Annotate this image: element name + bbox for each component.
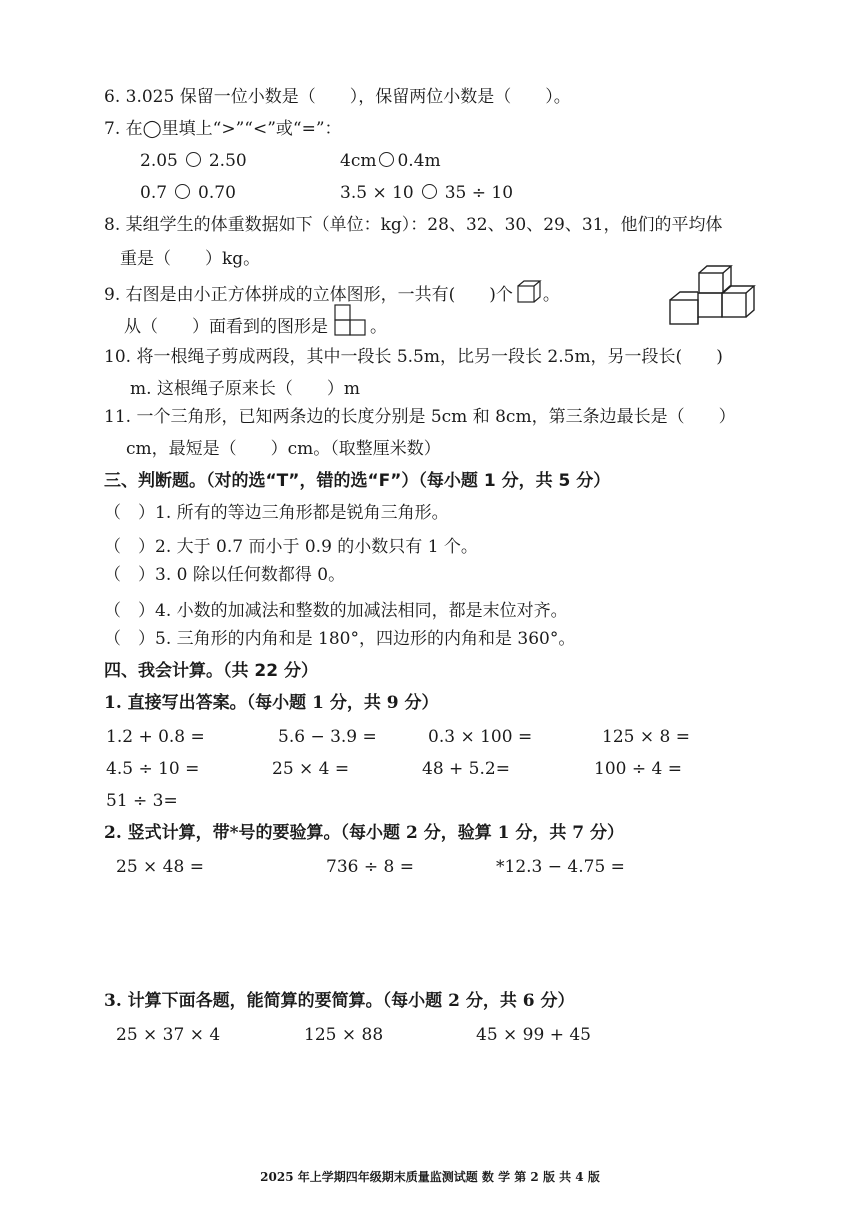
calc-item: 25 × 4 = [272,759,350,779]
unit-cube-icon [513,282,543,304]
compare-item-4 [340,182,513,204]
question-7-prompt: 7. 在◯里填上“>”“<”或“=”： [104,119,342,139]
question-10-line2: m. 这根绳子原来长（ ）m [130,379,361,399]
part-1-title [104,692,439,714]
part-3-title [104,990,575,1012]
section-4-title: 四、我会计算。（共 22 分） [104,661,318,681]
page-footer: 2025 年上学期四年级期末质量监测试题 数 学 第 2 版 共 4 版 [260,1170,600,1184]
compare-circle[interactable] [186,152,201,167]
compare-right: 35 ÷ 10 [444,183,514,203]
simplify-calc-item: 45 × 99 + 45 [476,1025,591,1045]
compare-circle[interactable] [175,184,190,199]
calc-item: 0.3 × 100 = [428,727,533,747]
judge-item-1: （ ）1. 所有的等边三角形都是锐角三角形。 [104,503,449,523]
section-3-title: 三、判断题。（对的选“T”，错的选“F”）（每小题 1 分，共 5 分） [104,471,611,491]
question-9-text-b: 。 [542,285,560,305]
compare-left: 0.7 [140,183,168,203]
judge-item-3: （ ）3. 0 除以任何数都得 0。 [104,565,346,585]
part-2-title [104,822,624,844]
calc-item: 5.6 − 3.9 = [278,727,377,747]
compare-circle[interactable] [422,184,437,199]
compare-circle[interactable] [379,152,394,167]
question-11-line2: cm，最短是（ ）cm。（取整厘米数） [126,439,441,459]
question-9-line1 [104,282,560,306]
question-6: 6. 3.025 保留一位小数是（ ），保留两位小数是（ ）。 [104,87,571,107]
question-10-line1: 10. 将一根绳子剪成两段，其中一段长 5.5m，比另一段长 2.5m，另一段长( ) [104,347,723,367]
part-3-title-text: 3. 计算下面各题，能简算的要简算。（每小题 2 分，共 6 分） [104,991,575,1011]
vertical-calc-item: 736 ÷ 8 = [326,857,414,877]
question-11-line1: 11. 一个三角形，已知两条边的长度分别是 5cm 和 8cm，第三条边最长是（ ） [104,407,736,427]
simplify-calc-item: 125 × 88 [304,1025,384,1045]
calc-item: 48 + 5.2= [422,759,510,779]
question-9-line2 [124,314,387,338]
question-9-text-c: 从（ ）面看到的图形是 [124,317,328,337]
part-2-title-text: 2. 竖式计算，带*号的要验算。（每小题 2 分，验算 1 分，共 7 分） [104,823,625,843]
question-8-line2: 重是（ ）kg。 [120,249,261,269]
vertical-calc-item: 25 × 48 = [116,857,204,877]
cube-figure [664,262,764,332]
calc-item: 100 ÷ 4 = [594,759,682,779]
calc-item: 1.2 + 0.8 = [106,727,205,747]
compare-right: 0.4m [397,151,441,171]
calc-item: 51 ÷ 3= [106,791,178,811]
view-shape-icon [328,314,370,336]
compare-right: 2.50 [208,151,247,171]
part-1-title-text: 1. 直接写出答案。（每小题 1 分，共 9 分） [104,693,439,713]
compare-item-1 [140,150,247,172]
vertical-calc-item: *12.3 − 4.75 = [496,857,625,877]
compare-item-2 [340,150,441,172]
judge-item-5: （ ）5. 三角形的内角和是 180°，四边形的内角和是 360°。 [104,629,576,649]
compare-item-3 [140,182,236,204]
compare-left: 2.05 [140,151,178,171]
question-9-text-d: 。 [370,317,387,337]
judge-item-2: （ ）2. 大于 0.7 而小于 0.9 的小数只有 1 个。 [104,537,478,557]
compare-right: 0.70 [198,183,236,203]
calc-item: 125 × 8 = [602,727,690,747]
question-8-line1: 8. 某组学生的体重数据如下（单位：kg）：28、32、30、29、31，他们的平均体 [104,215,723,235]
compare-left: 4cm [340,151,377,171]
calc-item: 4.5 ÷ 10 = [106,759,200,779]
question-9-text-a: 9. 右图是由小正方体拼成的立体图形，一共有( )个 [104,285,513,305]
simplify-calc-item: 25 × 37 × 4 [116,1025,221,1045]
compare-left: 3.5 × 10 [340,183,414,203]
judge-item-4: （ ）4. 小数的加减法和整数的加减法相同，都是末位对齐。 [104,601,568,621]
